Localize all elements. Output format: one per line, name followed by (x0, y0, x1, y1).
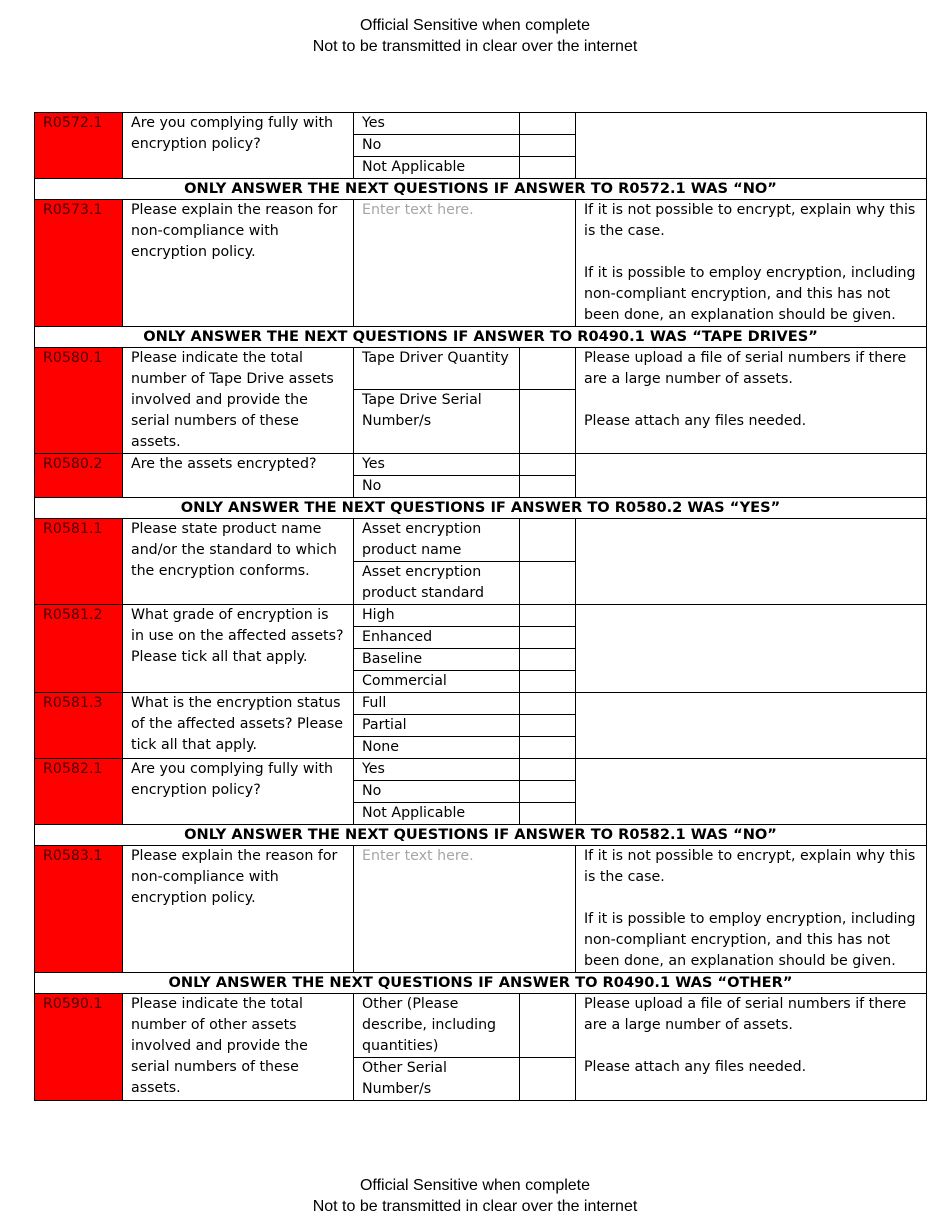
guidance-note: Please upload a file of serial numbers if there are a large number of assets. (584, 996, 907, 1033)
guidance-cell (576, 846, 927, 973)
security-marking-header (0, 15, 950, 57)
explanation-text-field[interactable] (354, 200, 576, 327)
option-label: Not Applicable (354, 803, 520, 825)
question-text: What is the encryption status of the affected assets? Please tick all that apply. (123, 693, 354, 759)
question-text: Please explain the reason for non-compliance with encryption policy. (123, 200, 354, 327)
question-code: R0580.2 (35, 454, 123, 498)
option-label: Commercial (354, 671, 520, 693)
question-text: Please indicate the total number of other assets involved and provide the serial numbers of these assets. (123, 994, 354, 1101)
product-name-input[interactable] (520, 519, 576, 562)
answer-checkbox-not-applicable[interactable] (520, 803, 576, 825)
header-line-1: Official Sensitive when complete (359, 17, 591, 34)
answer-checkbox-yes[interactable] (520, 759, 576, 781)
question-row-r0581-2 (35, 605, 927, 627)
option-label: Tape Drive Serial Number/s (354, 390, 520, 454)
question-text: What grade of encryption is in use on the affected assets? Please tick all that apply. (123, 605, 354, 693)
conditional-instruction: ONLY ANSWER THE NEXT QUESTIONS IF ANSWER TO R0582.1 WAS “NO” (35, 825, 927, 846)
guidance-cell (576, 113, 927, 179)
question-code: R0583.1 (35, 846, 123, 973)
other-assets-input[interactable] (520, 994, 576, 1058)
question-code: R0581.2 (35, 605, 123, 693)
guidance-cell (576, 200, 927, 327)
question-code: R0580.1 (35, 348, 123, 454)
question-text: Please state product name and/or the standard to which the encryption conforms. (123, 519, 354, 605)
conditional-instruction: ONLY ANSWER THE NEXT QUESTIONS IF ANSWER TO R0572.1 WAS “NO” (35, 179, 927, 200)
option-label: Not Applicable (354, 157, 520, 179)
answer-checkbox-no[interactable] (520, 781, 576, 803)
answer-checkbox-no[interactable] (520, 135, 576, 157)
guidance-cell (576, 693, 927, 759)
question-row-r0581-1 (35, 519, 927, 562)
option-label: None (354, 737, 520, 759)
answer-checkbox-baseline[interactable] (520, 649, 576, 671)
question-code: R0582.1 (35, 759, 123, 825)
option-label: Other Serial Number/s (354, 1058, 520, 1101)
guidance-note: Please attach any files needed. (584, 413, 807, 429)
option-label: No (354, 476, 520, 498)
guidance-cell (576, 994, 927, 1101)
question-row-r0580-2 (35, 454, 927, 476)
guidance-note: If it is possible to employ encryption, including non-compliant encryption, and this has not been done, an explanation should be given. (584, 265, 916, 323)
option-label: Enhanced (354, 627, 520, 649)
question-text: Are you complying fully with encryption policy? (123, 759, 354, 825)
conditional-instruction: ONLY ANSWER THE NEXT QUESTIONS IF ANSWER TO R0490.1 WAS “OTHER” (35, 973, 927, 994)
question-row-r0590-1 (35, 994, 927, 1058)
guidance-cell (576, 454, 927, 498)
option-label: Yes (354, 759, 520, 781)
question-row-r0572-1 (35, 113, 927, 135)
answer-checkbox-not-applicable[interactable] (520, 157, 576, 179)
question-row-r0583-1 (35, 846, 927, 973)
answer-checkbox-partial[interactable] (520, 715, 576, 737)
conditional-instruction: ONLY ANSWER THE NEXT QUESTIONS IF ANSWER TO R0580.2 WAS “YES” (35, 498, 927, 519)
option-label: Asset encryption product name (354, 519, 520, 562)
security-marking-footer (0, 1175, 950, 1217)
answer-checkbox-commercial[interactable] (520, 671, 576, 693)
other-serial-input[interactable] (520, 1058, 576, 1101)
answer-checkbox-yes[interactable] (520, 113, 576, 135)
footer-line-1: Official Sensitive when complete (359, 1177, 591, 1194)
question-text: Please indicate the total number of Tape Drive assets involved and provide the serial numbers of these assets. (123, 348, 354, 454)
question-code: R0573.1 (35, 200, 123, 327)
text-placeholder[interactable]: Enter text here. (362, 202, 474, 218)
question-row-r0581-3 (35, 693, 927, 715)
tape-drive-quantity-input[interactable] (520, 348, 576, 390)
answer-checkbox-high[interactable] (520, 605, 576, 627)
option-label: Baseline (354, 649, 520, 671)
guidance-note: Please attach any files needed. (584, 1059, 807, 1075)
answer-checkbox-enhanced[interactable] (520, 627, 576, 649)
option-label: No (354, 781, 520, 803)
guidance-note: Please upload a file of serial numbers if there are a large number of assets. (584, 350, 907, 387)
text-placeholder[interactable]: Enter text here. (362, 848, 474, 864)
answer-checkbox-yes[interactable] (520, 454, 576, 476)
option-label: Asset encryption product standard (354, 562, 520, 605)
conditional-instruction: ONLY ANSWER THE NEXT QUESTIONS IF ANSWER TO R0490.1 WAS “TAPE DRIVES” (35, 327, 927, 348)
question-code: R0581.3 (35, 693, 123, 759)
option-label: Yes (354, 454, 520, 476)
encryption-questionnaire-table (34, 112, 927, 1101)
guidance-cell (576, 519, 927, 605)
guidance-cell (576, 348, 927, 454)
header-line-2: Not to be transmitted in clear over the internet (312, 38, 638, 55)
question-row-r0573-1 (35, 200, 927, 327)
guidance-cell (576, 759, 927, 825)
guidance-cell (576, 605, 927, 693)
option-label: Tape Driver Quantity (354, 348, 520, 390)
option-label: Yes (354, 113, 520, 135)
question-text: Are the assets encrypted? (123, 454, 354, 498)
option-label: High (354, 605, 520, 627)
guidance-note: If it is not possible to encrypt, explain why this is the case. (584, 202, 916, 239)
answer-checkbox-no[interactable] (520, 476, 576, 498)
question-text: Please explain the reason for non-compliance with encryption policy. (123, 846, 354, 973)
option-label: Other (Please describe, including quantities) (354, 994, 520, 1058)
option-label: No (354, 135, 520, 157)
option-label: Partial (354, 715, 520, 737)
question-row-r0582-1 (35, 759, 927, 781)
answer-checkbox-none[interactable] (520, 737, 576, 759)
question-row-r0580-1 (35, 348, 927, 390)
tape-drive-serial-input[interactable] (520, 390, 576, 454)
question-code: R0581.1 (35, 519, 123, 605)
guidance-note: If it is possible to employ encryption, including non-compliant encryption, and this has not been done, an explanation should be given. (584, 911, 916, 969)
question-text: Are you complying fully with encryption policy? (123, 113, 354, 179)
option-label: Full (354, 693, 520, 715)
product-standard-input[interactable] (520, 562, 576, 605)
explanation-text-field[interactable] (354, 846, 576, 973)
footer-line-2: Not to be transmitted in clear over the internet (312, 1198, 638, 1215)
question-code: R0572.1 (35, 113, 123, 179)
question-code: R0590.1 (35, 994, 123, 1101)
guidance-note: If it is not possible to encrypt, explain why this is the case. (584, 848, 916, 885)
answer-checkbox-full[interactable] (520, 693, 576, 715)
